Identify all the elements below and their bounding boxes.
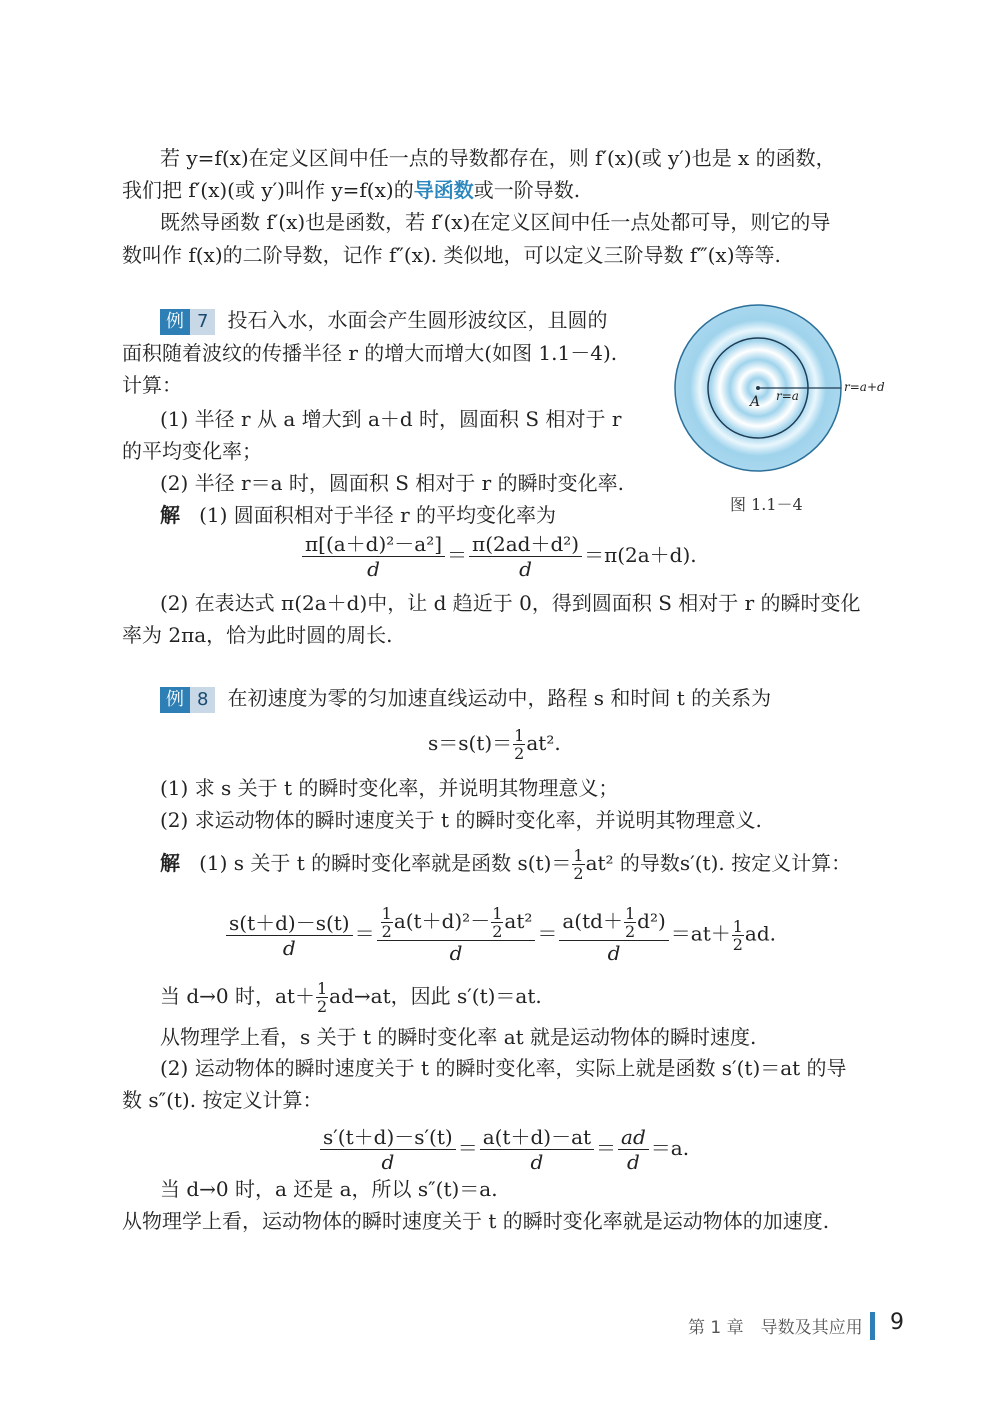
example7-frac-1-num: π[(a＋d)²－a²] — [302, 532, 445, 557]
big-frac-1: $\frac{s(t+d)-s(t)}{d}$ — [226, 911, 353, 960]
example8-badge-label: 例 — [160, 687, 190, 713]
intro-line-2-pre: 我们把 f′(x)(或 y′)叫作 y=f(x)的 — [122, 178, 414, 202]
page-number: 9 — [890, 1310, 904, 1335]
example8-badge — [160, 687, 215, 713]
example7-solution-label: 解 — [160, 503, 180, 527]
example8-eq-lhs: s＝s(t)＝ — [428, 731, 513, 755]
example7-solution-1 — [160, 500, 556, 530]
example8-equation — [428, 727, 561, 762]
example8-equation-2: $\frac{s'(t+d)-s'(t)}{d}$ ＝ $\frac{a(t+d)-at}{d}$ ＝ $\frac{ad}{d}$ ＝a. — [318, 1125, 689, 1174]
footer-accent-bar — [870, 1312, 875, 1340]
example8-text-1: 在初速度为零的匀加速直线运动中，路程 s 和时间 t 的关系为 — [227, 686, 772, 710]
example8-limit-2: 当 d→0 时，a 还是 a，所以 s″(t)＝a. — [160, 1177, 498, 1201]
example7-solution-2-line-1: (2) 在表达式 π(2a＋d)中，让 d 趋近于 0，得到圆面积 S 相对于 r 的瞬时变化 — [160, 591, 861, 615]
intro-line-2-post: 或一阶导数. — [473, 178, 581, 202]
label-A: A — [750, 394, 761, 410]
example8-limit-1: 当 d→0 时，at＋ $\frac{1}{2}$ ad→at，因此 s′(t)＝at. — [160, 979, 542, 1016]
half-frac: $\frac{1}{2}$ — [316, 979, 328, 1016]
example8-solution-2-line-2: 数 s″(t). 按定义计算： — [122, 1088, 323, 1112]
example7-q1-line-1: (1) 半径 r 从 a 增大到 a＋d 时，圆面积 S 相对于 r — [160, 407, 622, 431]
example7-frac-2-num: π(2ad＋d²) — [469, 532, 582, 557]
example8-physics-2: 从物理学上看，运动物体的瞬时速度关于 t 的瞬时变化率就是运动物体的加速度. — [122, 1209, 830, 1233]
example8-solution-label: 解 — [160, 851, 180, 875]
example8-solution-1 — [160, 847, 851, 882]
example7-line-2: 面积随着波纹的传播半径 r 的增大而增大(如图 1.1－4). — [122, 341, 618, 365]
example8-q2: (2) 求运动物体的瞬时速度关于 t 的瞬时变化率，并说明其物理意义. — [160, 808, 762, 832]
half-frac: $\frac{1}{2}$ — [573, 846, 584, 883]
example7-q2: (2) 半径 r＝a 时，圆面积 S 相对于 r 的瞬时变化率. — [160, 471, 624, 495]
intro-line-3: 既然导函数 f′(x)也是函数，若 f′(x)在定义区间中任一点处都可导，则它的导 — [160, 210, 831, 234]
example7-frac-2-den: d — [519, 557, 532, 581]
figure-caption: 图 1.1－4 — [730, 495, 803, 514]
example7-text-1: 投石入水，水面会产生圆形波纹区，且圆的 — [227, 308, 608, 332]
chapter-footer: 第 1 章 导数及其应用 — [688, 1318, 863, 1338]
example7-badge — [160, 309, 215, 335]
example7-eq-tail: ＝π(2a＋d). — [584, 543, 697, 567]
example7-solution-1-text: (1) 圆面积相对于半径 r 的平均变化率为 — [199, 503, 557, 527]
example8-solution-1-pre: (1) s 关于 t 的瞬时变化率就是函数 s(t)＝ — [199, 851, 572, 875]
big-frac-3: a(td＋ $\frac{1}{2}$ d²) d — [559, 905, 668, 965]
label-outer-radius: r=a+d — [844, 380, 885, 394]
example8-physics-1: 从物理学上看，s 关于 t 的瞬时变化率 at 就是运动物体的瞬时速度. — [160, 1025, 757, 1049]
example8-solution-1-post: at² 的导数s′(t). 按定义计算： — [585, 851, 852, 875]
keyword-derivative-function: 导函数 — [413, 178, 474, 202]
example7-line-3: 计算： — [122, 373, 182, 397]
example7-equation — [300, 532, 697, 581]
intro-line-4: 数叫作 f(x)的二阶导数，记作 f″(x). 类似地，可以定义三阶导数 f‴(x)等等. — [122, 243, 781, 267]
label-inner-radius: r=a — [776, 389, 799, 403]
example7-frac-2 — [469, 532, 582, 581]
example7-solution-2-line-2: 率为 2πa，恰为此时圆的周长. — [122, 623, 393, 647]
example8-eq-rhs: at². — [526, 731, 561, 755]
center-point — [756, 386, 760, 390]
example7-badge-label: 例 — [160, 309, 190, 335]
intro-line-1: 若 y=f(x)在定义区间中任一点的导数都存在，则 f′(x)(或 y′)也是 x 的函数， — [160, 146, 836, 170]
big-frac-2: $\frac{1}{2}$ a(t＋d)²－ $\frac{1}{2}$ at² d — [377, 905, 536, 965]
example8-badge-num: 8 — [190, 687, 215, 713]
intro-line-2 — [122, 175, 580, 205]
example7-badge-num: 7 — [190, 309, 215, 335]
example7-q1-line-2: 的平均变化率； — [122, 439, 262, 463]
ripple-figure — [672, 302, 902, 482]
example8-q1: (1) 求 s 关于 t 的瞬时变化率，并说明其物理意义； — [160, 776, 619, 800]
example7-eq-sign: ＝ — [447, 543, 468, 567]
example8-solution-2-line-1: (2) 运动物体的瞬时速度关于 t 的瞬时变化率，实际上就是函数 s′(t)＝at 的导 — [160, 1056, 847, 1080]
example7-frac-1-den: d — [367, 557, 380, 581]
half-frac: $\frac{1}{2}$ — [514, 726, 525, 763]
example7-line-1 — [160, 305, 607, 335]
example8-line-1 — [160, 683, 771, 713]
example7-frac-1 — [302, 532, 445, 581]
example8-big-equation: $\frac{s(t+d)-s(t)}{d}$ ＝ $\frac{1}{2}$ a(t＋d)²－ $\frac{1}{2}$ at² d ＝ a(td＋ $\frac{1}{2}$ d²) d ＝at＋ $\frac{1}{2}$ ad. — [224, 905, 776, 965]
